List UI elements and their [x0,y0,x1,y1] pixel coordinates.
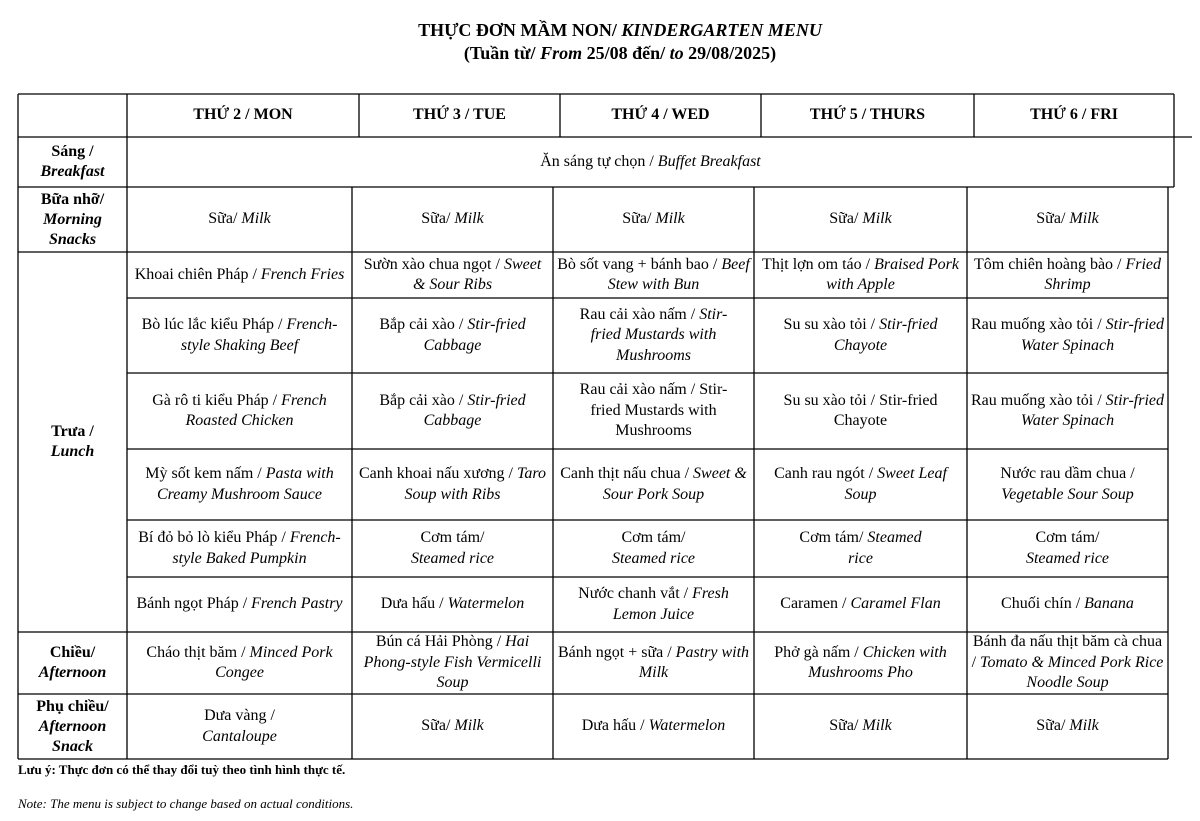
dish-en: Milk [862,717,892,735]
dish-en: Steamed rice [848,529,922,567]
dish-vi: Cơm tám/ [420,529,485,546]
menu-cell [967,252,1168,298]
subtitle-part: 25/08 đến/ [582,43,670,63]
row-label-afternoon-snack [18,694,127,759]
row-label-breakfast [18,137,127,187]
menu-cell [967,298,1168,373]
title-vi: THỰC ĐƠN MẦM NON/ [418,20,622,40]
menu-cell [352,694,553,759]
label-en: Afternoon [38,664,107,681]
dish-vi: Bún cá Hải Phòng / [375,633,506,651]
dish-vi: Rau cải xào nấm / [579,305,700,323]
dish-en: Milk [1069,717,1099,735]
dish-en: French Roasted Chicken [185,391,327,429]
row-label-afternoon [18,632,127,694]
dish-vi: Cơm tám/ [1035,529,1100,546]
dish-en: Stir-fried Water Spinach [1020,316,1164,354]
label-en: Breakfast [40,163,105,180]
menu-cell [967,577,1168,632]
label-vi: Chiều/ [49,644,96,661]
dish-vi: Bắp cải xào / [379,316,468,333]
subtitle-part: to [669,43,684,63]
dish-vi: Dưa hấu / [581,717,649,735]
dish-vi: Rau cải xào nấm / Stir-fried Mustards with Mushrooms [579,381,728,440]
dish-vi: Sườn xào chua ngọt / [363,255,504,273]
menu-cell [127,298,352,373]
dish-en: Hai Phong-style Fish Vermicelli Soup [363,633,542,692]
label-vi: Trưa / [51,423,94,440]
dish-en: Pasta with Creamy Mushroom Sauce [156,465,334,503]
menu-cell [127,520,352,577]
dish-en: Stir-fried Cabbage [423,391,526,429]
dish-en: Braised Pork with Apple [826,255,959,293]
menu-cell [754,577,967,632]
day-header-mon: THỨ 2 / MON [193,106,293,124]
dish-en: Milk [454,717,484,735]
dish-en: Sweet & Sour Pork Soup [602,465,747,503]
dish-en: Watermelon [447,595,525,613]
dish-en: Milk [1069,210,1099,228]
dish-vi: Sữa/ [622,210,656,228]
day-header-wed: THỨ 4 / WED [611,106,710,124]
menu-cell [352,577,553,632]
dish-en: Cantaloupe [202,727,277,745]
menu-cell [352,373,553,449]
dish-vi: Bánh ngọt + sữa / [557,643,676,661]
menu-cell [967,187,1168,252]
dish-vi: Bò sốt vang + bánh bao / [557,255,722,273]
dish-vi: Cơm tám/ [621,529,686,546]
dish-vi: Thịt lợn om táo / [762,255,875,273]
menu-cell [352,187,553,252]
menu-cell [127,187,352,252]
menu-cell [553,373,754,449]
menu-cell [127,694,352,759]
dish-vi: Rau muống xào tỏi / [971,391,1106,409]
menu-cell [352,449,553,520]
label-vi: Bữa nhỡ/ [40,190,105,208]
dish-en: Steamed rice [611,549,696,567]
menu-cell [553,298,754,373]
note-vi: Lưu ý: Thực đơn có thể thay đổi tuỳ theo tình hình thực tế. [18,762,346,777]
dish-en: French-style Baked Pumpkin [172,529,341,567]
dish-vi: Phở gà nấm / [774,643,863,661]
menu-cell [553,577,754,632]
dish-en: Taro Soup with Ribs [404,465,547,503]
dish-vi: Sữa/ [829,210,863,228]
dish-en: Fresh Lemon Juice [612,585,729,623]
dish-en: Buffet Breakfast [657,152,761,170]
dish-en: Stir-fried Mustards with Mushrooms [590,305,728,364]
dish-vi: Canh khoai nấu xương / [358,465,517,482]
dish-vi: Chuối chín / [1001,595,1085,613]
menu-cell [127,632,352,694]
dish-en: Steamed rice [1025,549,1110,567]
breakfast-cell [127,137,1174,187]
menu-cell [754,520,967,577]
menu-cell [127,252,352,298]
dish-vi: Bánh ngọt Pháp / [136,595,252,613]
menu-cell [754,298,967,373]
day-header-tue: THỨ 3 / TUE [413,106,506,124]
dish-en: Milk [655,210,685,228]
dish-en: Tomato & Minced Pork Rice Noodle Soup [980,653,1164,692]
menu-cell [967,449,1168,520]
menu-cell [754,694,967,759]
dish-vi: Cháo thịt băm / [146,643,250,661]
menu-cell [754,632,967,694]
page-title [0,20,1200,41]
dish-vi: Sữa/ [1036,210,1070,228]
label-vi: Sáng / [51,143,94,160]
dish-en: Milk [862,210,892,228]
title-en: KINDERGARTEN MENU [621,20,822,40]
menu-cell [553,520,754,577]
menu-cell [553,252,754,298]
menu-cell [754,373,967,449]
menu-cell [352,520,553,577]
dish-vi: Sữa/ [421,210,455,228]
day-header-fri: THỨ 6 / FRI [1030,106,1118,124]
dish-vi: Cơm tám/ [799,529,868,546]
dish-vi: Ăn sáng tự chọn / [540,152,658,170]
dish-vi: Bò lúc lắc kiểu Pháp / [141,316,287,333]
label-en: Morning Snacks [43,210,102,248]
dish-vi: Sữa/ [208,210,242,228]
menu-cell [967,632,1168,694]
menu-cell [553,632,754,694]
dish-vi: Dưa vàng / [204,707,275,724]
label-vi: Phụ chiều/ [36,697,109,715]
dish-vi: Dưa hấu / [380,595,448,613]
menu-cell [127,373,352,449]
menu-cell [553,694,754,759]
menu-cell [352,632,553,694]
dish-en: Beef Stew with Bun [607,255,750,293]
dish-vi: Nước chanh vắt / [578,585,693,602]
label-en: Lunch [50,443,95,460]
menu-cell [754,252,967,298]
menu-cell [967,520,1168,577]
subtitle-part: 29/08/2025) [683,43,777,63]
menu-cell [754,187,967,252]
dish-en: Chicken with Mushrooms Pho [808,643,947,681]
dish-en: Steamed rice [410,549,495,567]
menu-cell [352,252,553,298]
dish-vi: Bí đỏ bỏ lò kiểu Pháp / [138,529,290,546]
row-label-lunch [18,252,127,632]
menu-cell [553,187,754,252]
dish-en: Stir-fried Cabbage [423,316,526,354]
dish-en: French Pastry [251,595,343,613]
dish-en: Pastry with Milk [638,643,750,681]
dish-vi: Khoai chiên Pháp / [134,265,261,283]
dish-vi: Rau muống xào tỏi / [971,316,1106,333]
dish-en: Fried Shrimp [1044,255,1162,293]
dish-en: French Fries [260,265,345,283]
dish-vi: Caramen / [780,595,851,613]
dish-vi: Tôm chiên hoàng bào / [973,255,1126,273]
dish-vi: Sữa/ [829,717,863,735]
dish-vi: Canh thịt nấu chua / [560,465,694,482]
menu-cell [127,449,352,520]
dish-vi: Sữa/ [421,717,455,735]
menu-cell [352,298,553,373]
dish-en: Stir-fried Water Spinach [1020,391,1164,429]
label-en: Afternoon Snack [38,717,107,755]
dish-en: Vegetable Sour Soup [1001,485,1134,503]
dish-en: Sweet Leaf Soup [844,465,947,503]
dish-vi: Sữa/ [1036,717,1070,735]
subtitle-part: From [540,43,583,63]
dish-en: French-style Shaking Beef [180,316,338,354]
dish-vi: Gà rô ti kiểu Pháp / [152,391,282,409]
menu-cell [553,449,754,520]
row-label-morning-snacks [18,187,127,252]
dish-vi: Su su xào tỏi / [783,316,880,333]
dish-en: Stir-fried Chayote [833,316,938,354]
dish-vi: Mỳ sốt kem nấm / [145,465,266,482]
menu-cell [127,577,352,632]
page-subtitle [0,43,1200,64]
day-header-thurs: THỨ 5 / THURS [809,106,926,124]
dish-vi: Canh rau ngót / [774,465,878,482]
menu-cell [967,373,1168,449]
dish-en: Banana [1084,595,1134,613]
dish-vi: Bánh đa nấu thịt băm cà chua / [971,633,1163,671]
menu-cell [754,449,967,520]
dish-en: Sweet & Sour Ribs [412,255,542,293]
subtitle-part: (Tuần từ/ [463,43,541,63]
dish-en: Milk [241,210,271,228]
dish-en: Caramel Flan [850,595,941,613]
dish-en: Watermelon [648,717,726,735]
dish-vi: Bắp cải xào / [379,391,468,409]
dish-vi: Su su xào tỏi / Stir-fried Chayote [783,391,938,429]
menu-cell [967,694,1168,759]
dish-en: Minced Pork Congee [215,643,333,681]
note-en: Note: The menu is subject to change based on actual conditions. [18,796,354,811]
dish-vi: Nước rau dầm chua / [1000,465,1135,482]
dish-en: Milk [454,210,484,228]
